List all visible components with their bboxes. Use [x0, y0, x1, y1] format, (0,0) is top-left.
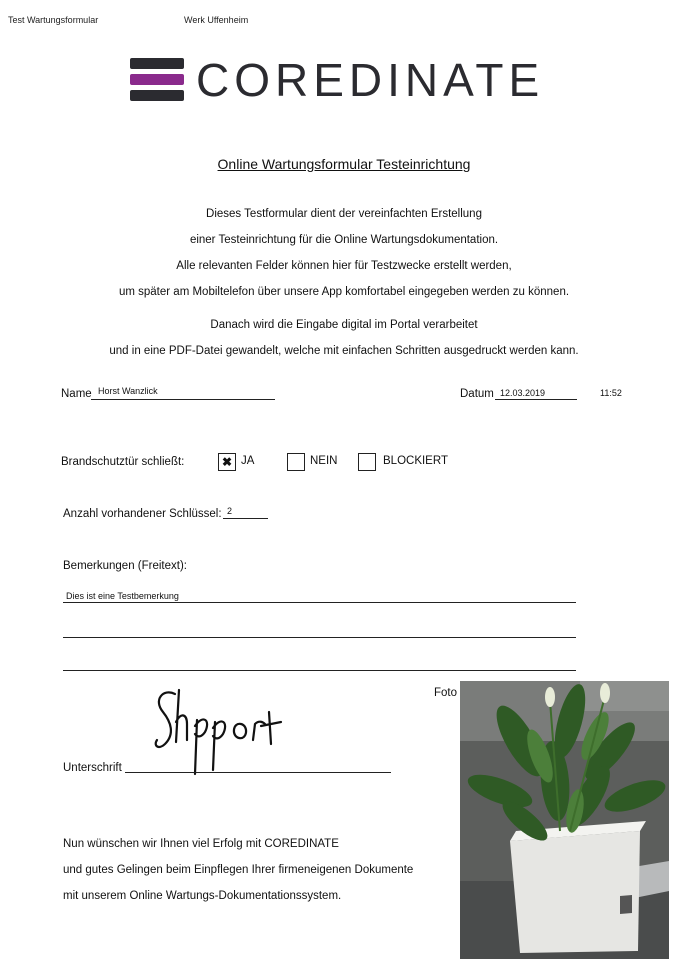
name-field-line [91, 399, 275, 400]
keys-field-line [223, 518, 268, 519]
keys-label: Anzahl vorhandener Schlüssel: [63, 508, 222, 520]
signature-image [145, 682, 290, 777]
intro-line-4: um später am Mobiltelefon über unsere App komfortabel eingegeben werden zu können. [118, 286, 570, 298]
intro-line-5: Danach wird die Eingabe digital im Portal verarbeitet [210, 319, 478, 331]
checkbox-nein-label: NEIN [310, 455, 338, 467]
signature-line [125, 772, 391, 773]
remarks-line-3 [63, 670, 576, 671]
remarks-line-1-value: Dies ist eine Testbemerkung [66, 591, 179, 601]
name-label: Name [61, 388, 92, 400]
footer-line-1: Nun wünschen wir Ihnen viel Erfolg mit COREDINATE [63, 838, 339, 850]
signature-text [150, 686, 154, 687]
intro-line-1: Dieses Testformular dient der vereinfachten Erstellung [206, 208, 482, 220]
remarks-line-1 [63, 602, 576, 603]
plant-photo [460, 681, 669, 959]
header-plant: Werk Uffenheim [184, 15, 249, 25]
name-value: Horst Wanzlick [98, 386, 158, 396]
remarks-label: Bemerkungen (Freitext): [63, 560, 187, 572]
date-value: 12.03.2019 [500, 388, 546, 398]
checkbox-ja: ✖ [218, 453, 236, 471]
checkbox-ja-label: JA [241, 455, 255, 467]
date-label: Datum [460, 388, 494, 400]
page-title: Online Wartungsformular Testeinrichtung [217, 156, 471, 172]
remarks-line-2 [63, 637, 576, 638]
photo-label: Foto [434, 687, 458, 699]
brand-name: COREDINATE [196, 54, 545, 106]
header-form-name: Test Wartungsformular [8, 15, 99, 25]
time-value: 11:52 [600, 388, 622, 398]
checkbox-blockiert [358, 453, 376, 471]
fire-door-label: Brandschutztür schließt: [61, 456, 185, 468]
signature-label: Unterschrift [63, 762, 122, 774]
date-field-line [495, 399, 577, 400]
footer-line-2: und gutes Gelingen beim Einpflegen Ihrer firmeneigenen Dokumente [63, 864, 414, 876]
keys-value: 2 [227, 506, 233, 516]
intro-line-6: und in eine PDF-Datei gewandelt, welche mit einfachen Schritten ausgedruckt werden kann. [109, 345, 579, 357]
intro-line-3: Alle relevanten Felder können hier für Testzwecke erstellt werden, [176, 260, 512, 272]
checkbox-blockiert-label: BLOCKIERT [383, 455, 448, 467]
checkbox-nein [287, 453, 305, 471]
footer-line-3: mit unserem Online Wartungs-Dokumentationssystem. [63, 890, 342, 902]
intro-line-2: einer Testeinrichtung für die Online Wartungsdokumentation. [189, 234, 499, 246]
brand-logo-icon [130, 58, 184, 102]
